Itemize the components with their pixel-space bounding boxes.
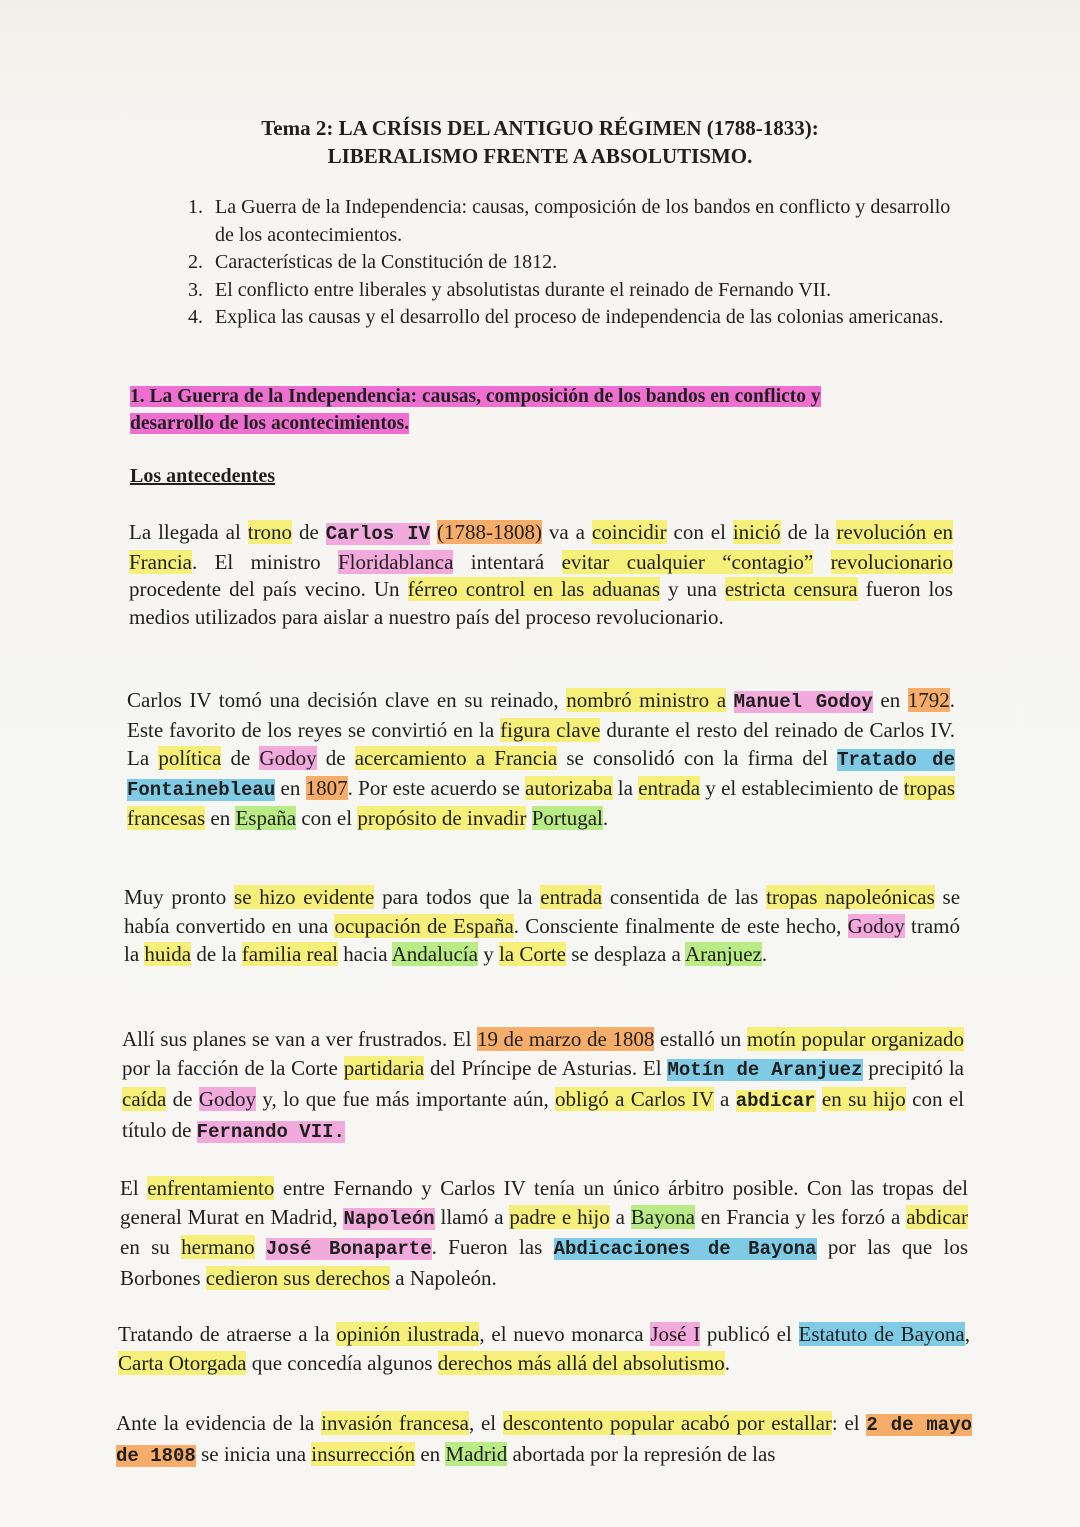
highlight: enfrentamiento	[147, 1176, 275, 1200]
highlight: acercamiento a Francia	[354, 746, 558, 770]
highlight: Carlos IV	[325, 523, 431, 545]
highlight: hermano	[181, 1235, 255, 1260]
highlight: Godoy	[259, 746, 317, 770]
text: en su	[120, 1235, 182, 1260]
text: y	[477, 942, 499, 966]
highlight: opinión ilustrada	[336, 1322, 480, 1346]
text: para todos que la	[374, 885, 541, 909]
title-line-1: Tema 2: LA CRÍSIS DEL ANTIGUO RÉGIMEN (1788-1833):	[261, 116, 819, 140]
text: , el	[468, 1411, 503, 1435]
highlight: insurrección	[311, 1442, 416, 1466]
highlight: entrada	[638, 776, 701, 800]
highlight: Abdicaciones de Bayona	[553, 1238, 817, 1261]
text: y el establecimiento de	[700, 776, 904, 800]
text: a	[713, 1087, 736, 1111]
highlight: Manuel Godoy	[733, 691, 873, 713]
highlight: inició	[732, 520, 781, 544]
highlight: cedieron sus derechos	[205, 1265, 391, 1290]
text: de la	[780, 520, 837, 544]
topic-text: El conflicto entre liberales y absolutistas durante el reinado de Fernando VII.	[215, 278, 832, 301]
text: Carlos IV tomó una decisión clave en su reinado,	[127, 688, 567, 712]
document-title	[0, 114, 1080, 170]
text: a	[609, 1204, 631, 1229]
text: durante el resto del reinado de Carlos IV. La	[127, 718, 955, 770]
highlight: Fernando VII.	[196, 1121, 345, 1143]
section-heading-line-1: 1. La Guerra de la Independencia: causas, composición de los bandos en conflicto y	[130, 386, 821, 407]
highlight: obligó a Carlos IV	[555, 1087, 714, 1111]
paragraph-4	[122, 1025, 964, 1147]
highlight: Napoleón	[343, 1207, 435, 1230]
highlight: Madrid	[445, 1442, 508, 1466]
text: llamó a	[434, 1204, 510, 1229]
highlight: 1807	[305, 776, 348, 800]
text: ,	[964, 1322, 970, 1346]
title-line-2: LIBERALISMO FRENTE A ABSOLUTISMO.	[327, 144, 753, 168]
topic-item	[188, 304, 958, 332]
highlight: revolución en Francia	[129, 520, 954, 574]
text: , el nuevo monarca	[479, 1322, 651, 1346]
paragraph-7	[116, 1409, 972, 1471]
text: la	[612, 776, 639, 800]
text: con el título de	[122, 1087, 964, 1142]
text: por las que los Borbones	[120, 1235, 968, 1290]
highlight: entrada	[540, 885, 603, 909]
text: en	[415, 1442, 446, 1466]
text: El	[120, 1176, 148, 1200]
highlight: autorizaba	[525, 776, 613, 800]
highlight: nombró ministro a	[566, 688, 727, 712]
highlight: derechos más allá del absolutismo	[437, 1351, 725, 1375]
text: fueron los medios utilizados para aislar a nuestro país del proceso revolucionario.	[129, 577, 953, 629]
topics-list	[188, 194, 958, 332]
text: en	[205, 806, 236, 830]
text: se había convertido en una	[124, 885, 961, 938]
subsection-heading: Los antecedentes	[130, 465, 275, 487]
topic-number: 3.	[188, 278, 203, 301]
text: se desplaza a	[566, 942, 685, 966]
highlight: tropas napoleónicas	[766, 885, 935, 909]
highlight: Godoy	[847, 913, 905, 938]
text: con el	[296, 806, 358, 830]
highlight: Carta Otorgada	[118, 1351, 247, 1375]
text: a Napoleón.	[390, 1265, 497, 1290]
highlight: padre e hijo	[509, 1204, 610, 1229]
highlight: 2 de mayo de 1808	[116, 1414, 972, 1467]
text: de la	[191, 942, 242, 966]
text: . Consciente finalmente de este hecho,	[513, 913, 848, 938]
topic-number: 1.	[188, 196, 203, 218]
highlight: huida	[144, 942, 192, 966]
text: entre Fernando y Carlos IV tenía un único árbitro posible. Con las tropas del general Murat en Madrid,	[120, 1176, 968, 1229]
text: tramó la	[124, 913, 961, 966]
text	[816, 1087, 822, 1111]
highlight: trono	[247, 520, 293, 544]
text: consentida de las	[602, 885, 767, 909]
highlight: Floridablanca	[337, 549, 454, 574]
text: La llegada al	[129, 520, 248, 544]
highlight: Tratado de Fontainebleau	[127, 749, 955, 801]
text: y, lo que fue más importante aún,	[256, 1087, 556, 1111]
text: de	[316, 746, 355, 770]
highlight: Portugal	[531, 806, 603, 830]
text: estalló un	[654, 1027, 747, 1051]
highlight: revolucionario	[830, 549, 954, 574]
topic-text: Explica las causas y el desarrollo del proceso de independencia de las colonias americanas.	[215, 306, 944, 328]
highlight: Andalucía	[391, 942, 478, 966]
text: . El ministro	[191, 549, 338, 574]
text: intentará	[453, 549, 562, 574]
highlight: 1792	[907, 688, 950, 712]
highlight: abdicar	[906, 1204, 968, 1229]
highlight: la Corte	[498, 942, 566, 966]
highlight: evitar cualquier “contagio”	[561, 549, 814, 574]
topic-item	[188, 277, 958, 305]
text: . Fueron las	[431, 1235, 554, 1260]
highlight: ocupación de España	[334, 913, 514, 938]
text	[430, 520, 437, 544]
text: precipitó la	[862, 1056, 964, 1080]
highlight: (1788-1808)	[437, 520, 542, 544]
text: . Este favorito de los reyes se convirtió en la	[127, 688, 956, 742]
highlight: partidaria	[343, 1056, 425, 1080]
text: se consolidó con la firma del	[557, 746, 838, 770]
highlight: motín popular organizado	[746, 1027, 964, 1051]
text: de	[166, 1087, 199, 1111]
text: y una	[660, 577, 725, 602]
text	[726, 688, 734, 712]
highlight: invasión francesa	[321, 1411, 469, 1435]
highlight: figura clave	[500, 718, 601, 742]
highlight: descontento popular acabó por estallar	[502, 1411, 832, 1435]
highlight: abdicar	[735, 1090, 816, 1112]
text: : el	[831, 1411, 867, 1435]
highlight: se hizo evidente	[234, 885, 375, 909]
topic-number: 4.	[188, 306, 203, 328]
text: .	[602, 806, 609, 830]
section-heading	[130, 383, 960, 437]
text: Tratando de atraerse a la	[118, 1322, 337, 1346]
highlight: férreo control en las aduanas	[407, 577, 660, 602]
highlight: en su hijo	[821, 1087, 906, 1111]
highlight: caída	[122, 1087, 167, 1111]
text: por la facción de la Corte	[122, 1056, 344, 1080]
text	[526, 806, 531, 830]
highlight: Estatuto de Bayona	[798, 1322, 965, 1346]
text: . Por este acuerdo se	[347, 776, 526, 800]
text: del Príncipe de Asturias. El	[424, 1056, 668, 1080]
text: se inicia una	[195, 1442, 312, 1466]
highlight: estricta censura	[724, 577, 858, 602]
text: .	[724, 1351, 730, 1375]
text: en Francia y les forzó a	[694, 1204, 907, 1229]
text: publicó el	[700, 1322, 799, 1346]
highlight: propósito de invadir	[357, 806, 527, 830]
paragraph-6	[118, 1320, 970, 1378]
highlight: coincidir	[591, 520, 667, 544]
text: en	[275, 776, 306, 800]
section-heading-line-2: desarrollo de los acontecimientos.	[130, 413, 410, 434]
highlight: 19 de marzo de 1808	[477, 1027, 655, 1051]
paragraph-2	[127, 686, 955, 832]
paragraph-1	[129, 519, 953, 631]
highlight: José Bonaparte	[265, 1238, 432, 1261]
highlight: Motín de Aranjuez	[667, 1059, 863, 1081]
highlight: política	[158, 746, 222, 770]
highlight: tropas francesas	[127, 776, 955, 830]
topic-number: 2.	[188, 251, 203, 273]
text: con el	[666, 520, 733, 544]
text: Ante la evidencia de la	[116, 1411, 322, 1435]
text: de	[221, 746, 260, 770]
topic-text: Características de la Constitución de 1812.	[215, 251, 558, 273]
highlight: José I	[650, 1322, 701, 1346]
text: de	[292, 520, 326, 544]
paragraph-5	[120, 1174, 968, 1292]
topic-text: La Guerra de la Independencia: causas, composición de los bandos en conflicto y desarrollo de los acontecimientos.	[215, 196, 951, 246]
text: Allí sus planes se van a ver frustrados. El	[122, 1027, 477, 1051]
text: hacia	[338, 942, 392, 966]
topic-item	[188, 194, 958, 249]
text	[255, 1235, 266, 1259]
text: en	[872, 688, 908, 712]
highlight: España	[235, 806, 297, 830]
topic-item	[188, 249, 958, 277]
text: va a	[541, 520, 592, 544]
text: que concedía algunos	[246, 1351, 438, 1375]
highlight: Godoy	[198, 1087, 256, 1111]
highlight: Bayona	[630, 1204, 695, 1229]
text: procedente del país vecino. Un	[129, 577, 408, 602]
text: abortada por la represión de las	[507, 1442, 776, 1466]
highlight: familia real	[241, 942, 338, 966]
text: .	[761, 942, 768, 966]
text: Muy pronto	[124, 885, 235, 909]
highlight: Aranjuez	[684, 942, 762, 966]
paragraph-3	[124, 883, 960, 969]
text	[813, 550, 830, 574]
